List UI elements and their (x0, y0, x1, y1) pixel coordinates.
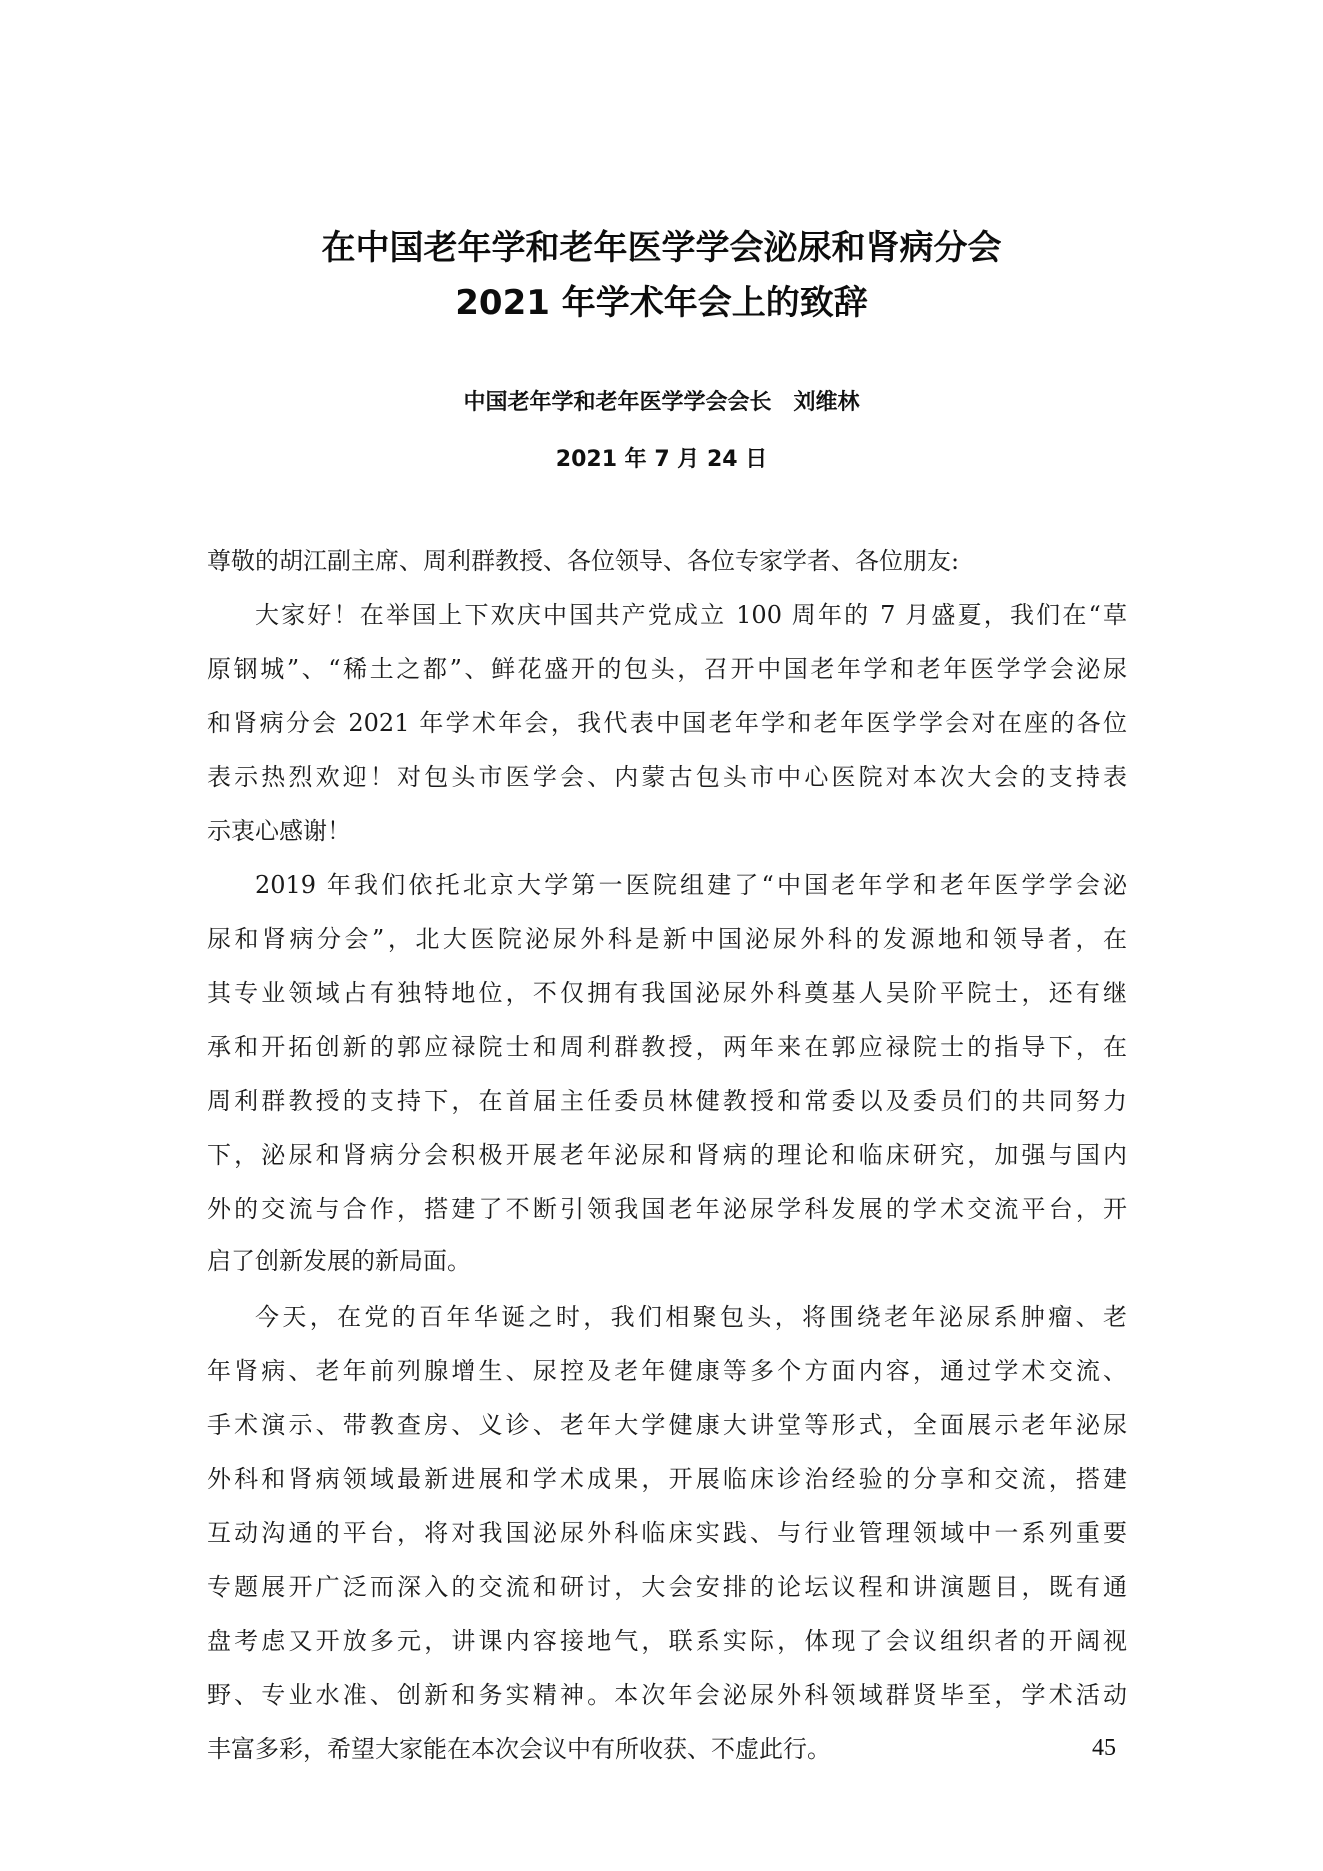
paragraph-3-line: 盘考虑又开放多元，讲课内容接地气，联系实际，体现了会议组织者的开阔视 (207, 1627, 1127, 1655)
paragraph-2-line: 其专业领域占有独特地位，不仅拥有我国泌尿外科奠基人吴阶平院士，还有继 (207, 979, 1127, 1007)
date-line: 2021 年 7 月 24 日 (555, 447, 768, 472)
paragraph-3-line: 互动沟通的平台，将对我国泌尿外科临床实践、与行业管理领域中一系列重要 (207, 1519, 1127, 1547)
paragraph-1-line: 示衷心感谢！ (207, 817, 351, 845)
page-number: 45 (1092, 1735, 1116, 1761)
title-line-2: 2021 年学术年会上的致辞 (455, 283, 868, 323)
paragraph-1-line: 表示热烈欢迎！对包头市医学会、内蒙古包头市中心医院对本次大会的支持表 (207, 763, 1127, 791)
paragraph-1-line: 和肾病分会 2021 年学术年会，我代表中国老年学和老年医学学会对在座的各位 (207, 709, 1127, 737)
paragraph-1-line: 大家好！在举国上下欢庆中国共产党成立 100 周年的 7 月盛夏，我们在“草 (255, 601, 1127, 629)
paragraph-1-line: 原钢城”、“稀土之都”、鲜花盛开的包头，召开中国老年学和老年医学学会泌尿 (207, 655, 1127, 683)
paragraph-2-line: 外的交流与合作，搭建了不断引领我国老年泌尿学科发展的学术交流平台，开 (207, 1195, 1127, 1223)
paragraph-3-line: 手术演示、带教查房、义诊、老年大学健康大讲堂等形式，全面展示老年泌尿 (207, 1411, 1127, 1439)
paragraph-2-line: 承和开拓创新的郭应禄院士和周利群教授，两年来在郭应禄院士的指导下，在 (207, 1033, 1127, 1061)
title-line-1: 在中国老年学和老年医学学会泌尿和肾病分会 (321, 228, 1002, 268)
paragraph-2-line: 下，泌尿和肾病分会积极开展老年泌尿和肾病的理论和临床研究，加强与国内 (207, 1141, 1127, 1169)
salutation: 尊敬的胡江副主席、周利群教授、各位领导、各位专家学者、各位朋友: (207, 547, 960, 575)
paragraph-3-line: 专题展开广泛而深入的交流和研讨，大会安排的论坛议程和讲演题目，既有通 (207, 1573, 1127, 1601)
paragraph-2-line: 尿和肾病分会”，北大医院泌尿外科是新中国泌尿外科的发源地和领导者，在 (207, 925, 1127, 953)
paragraph-2-line: 2019 年我们依托北京大学第一医院组建了“中国老年学和老年医学学会泌 (255, 871, 1127, 899)
paragraph-3-line: 外科和肾病领域最新进展和学术成果，开展临床诊治经验的分享和交流，搭建 (207, 1465, 1127, 1493)
paragraph-3-line: 年肾病、老年前列腺增生、尿控及老年健康等多个方面内容，通过学术交流、 (207, 1357, 1127, 1385)
paragraph-3-line: 野、专业水准、创新和务实精神。本次年会泌尿外科领域群贤毕至，学术活动 (207, 1681, 1127, 1709)
paragraph-2-line: 周利群教授的支持下，在首届主任委员林健教授和常委以及委员们的共同努力 (207, 1087, 1127, 1115)
paragraph-2-line: 启了创新发展的新局面。 (207, 1247, 471, 1275)
paragraph-3-line: 今天，在党的百年华诞之时，我们相聚包头，将围绕老年泌尿系肿瘤、老 (255, 1303, 1127, 1331)
paragraph-3-line: 丰富多彩，希望大家能在本次会议中有所收获、不虚此行。 (207, 1735, 831, 1763)
author-line: 中国老年学和老年医学学会会长 刘维林 (463, 390, 860, 415)
